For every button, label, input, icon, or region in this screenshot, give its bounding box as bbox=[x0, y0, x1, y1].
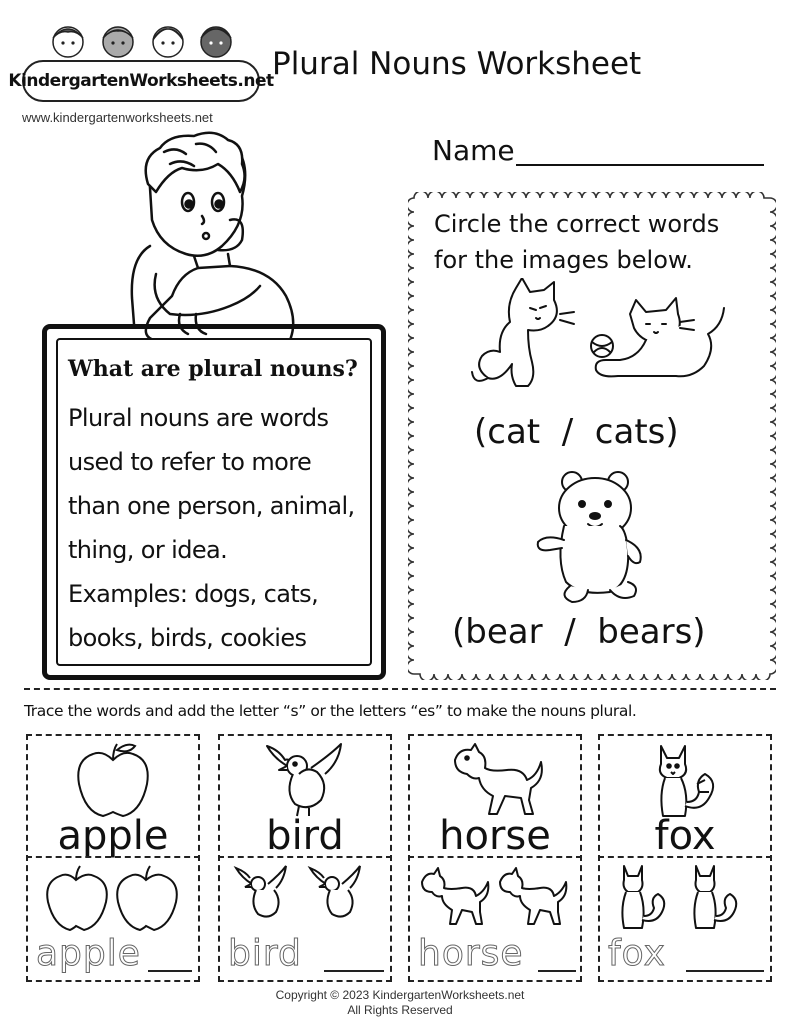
choice-bear-bears[interactable]: (bear / bears) bbox=[452, 612, 706, 652]
kids-faces-icon bbox=[40, 16, 240, 64]
site-url: www.kindergartenworksheets.net bbox=[22, 110, 213, 125]
two-apples-icon bbox=[36, 864, 192, 934]
card-divider bbox=[26, 856, 200, 858]
definition-line: thing, or idea. bbox=[68, 536, 228, 564]
thinking-boy-icon bbox=[110, 128, 340, 338]
answer-blank[interactable] bbox=[324, 970, 384, 972]
trace-word[interactable]: bird bbox=[228, 933, 302, 974]
page-title: Plural Nouns Worksheet bbox=[272, 46, 642, 82]
definition-line: Examples: dogs, cats, bbox=[68, 580, 319, 608]
name-field[interactable] bbox=[432, 134, 764, 174]
name-underline bbox=[516, 164, 764, 166]
trace-card-horse bbox=[408, 734, 582, 982]
brand-name: KindergartenWorksheets.net bbox=[8, 71, 274, 91]
site-logo bbox=[8, 14, 274, 114]
card-divider bbox=[218, 856, 392, 858]
name-label: Name bbox=[432, 134, 515, 167]
word-label: horse bbox=[439, 813, 551, 859]
horse-icon bbox=[445, 740, 545, 820]
answer-blank[interactable] bbox=[686, 970, 764, 972]
trace-card-fox bbox=[598, 734, 772, 982]
circle-activity-panel bbox=[408, 192, 776, 680]
definition-line: used to refer to more bbox=[68, 448, 312, 476]
word-label: apple bbox=[57, 813, 169, 859]
apple-icon bbox=[63, 740, 163, 820]
instruction-line: for the images below. bbox=[434, 246, 693, 274]
copyright-line: All Rights Reserved bbox=[347, 1003, 453, 1017]
choice-cat-cats[interactable]: (cat / cats) bbox=[474, 412, 679, 452]
trace-word[interactable]: horse bbox=[418, 933, 524, 974]
instruction-line: Circle the correct words bbox=[434, 210, 720, 238]
answer-blank[interactable] bbox=[538, 970, 576, 972]
section-divider bbox=[24, 688, 776, 690]
two-birds-icon bbox=[228, 864, 384, 934]
trace-card-bird bbox=[218, 734, 392, 982]
card-divider bbox=[598, 856, 772, 858]
answer-blank[interactable] bbox=[148, 970, 192, 972]
copyright bbox=[0, 988, 800, 1018]
trace-card-apple bbox=[26, 734, 200, 982]
definition-line: Plural nouns are words bbox=[68, 404, 329, 432]
card-divider bbox=[408, 856, 582, 858]
two-foxes-icon bbox=[608, 864, 764, 934]
trace-word[interactable]: fox bbox=[608, 933, 666, 974]
definition-line: books, birds, cookies bbox=[68, 624, 307, 652]
fox-icon bbox=[635, 740, 735, 820]
definition-line: than one person, animal, bbox=[68, 492, 355, 520]
bear-icon bbox=[530, 470, 660, 604]
definition-inner-frame bbox=[56, 338, 372, 666]
definition-text bbox=[68, 396, 362, 660]
bird-icon bbox=[255, 740, 355, 820]
cats-icon bbox=[470, 278, 730, 396]
trace-word[interactable]: apple bbox=[36, 933, 141, 974]
word-label: bird bbox=[266, 813, 344, 859]
word-label: fox bbox=[654, 813, 716, 859]
two-horses-icon bbox=[418, 864, 574, 934]
definition-heading: What are plural nouns? bbox=[68, 356, 358, 382]
brand-badge bbox=[8, 60, 274, 102]
circle-instruction bbox=[434, 206, 719, 278]
trace-instruction: Trace the words and add the letter “s” or the letters “es” to make the nouns plural. bbox=[24, 702, 637, 720]
definition-box bbox=[42, 324, 386, 680]
copyright-line: Copyright © 2023 KindergartenWorksheets.net bbox=[275, 988, 525, 1002]
